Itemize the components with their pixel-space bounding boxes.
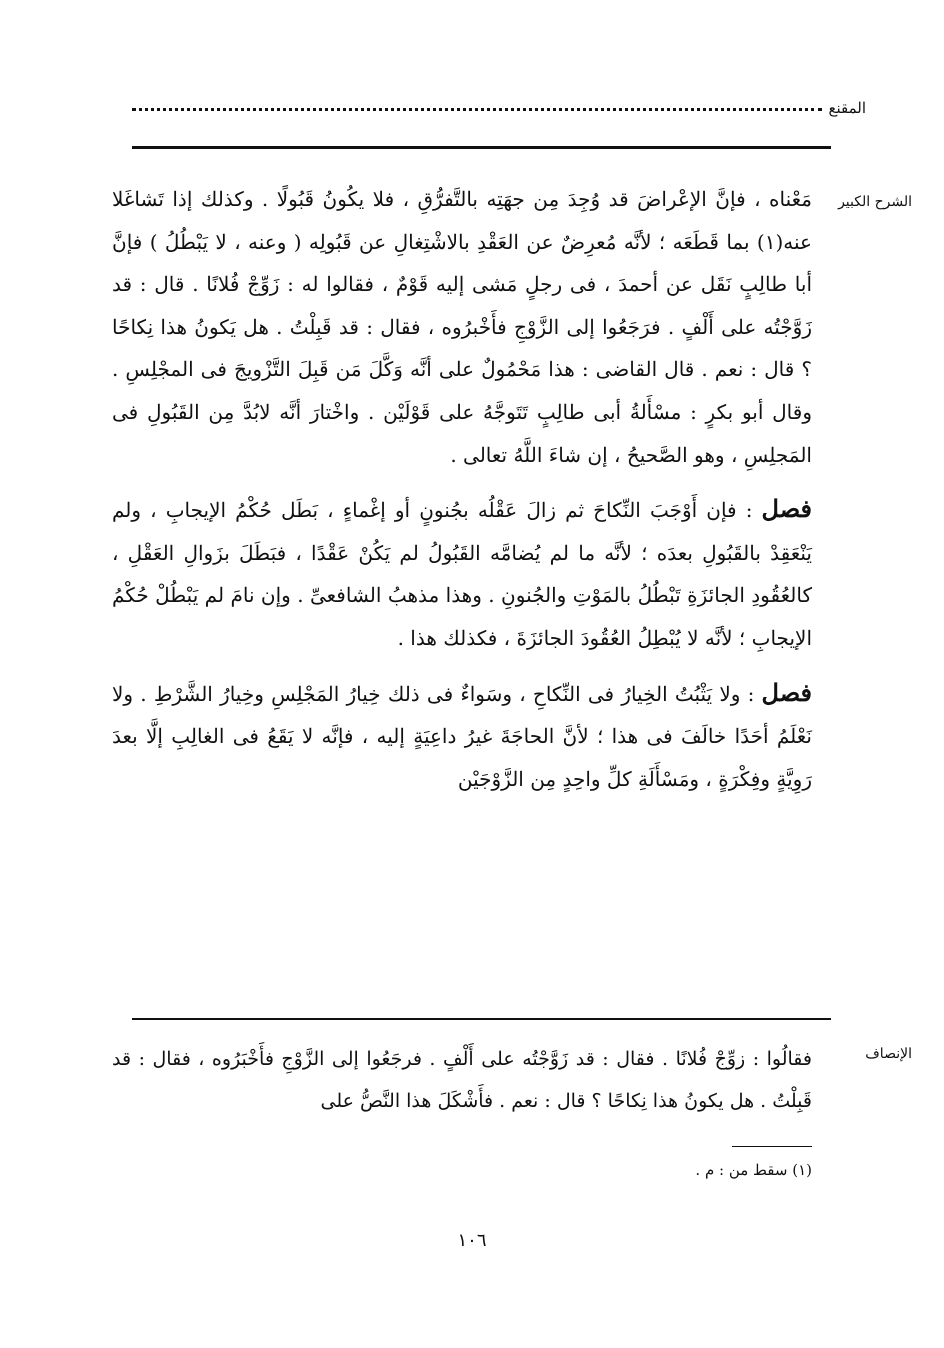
paragraph-fasl-1 [112, 488, 812, 659]
running-header-title: المقنع [828, 99, 866, 117]
page-number: ١٠٦ [457, 1230, 487, 1251]
header-dotted-rule [132, 108, 822, 111]
section-heading-fasl: فصل [761, 494, 812, 524]
paragraph-1: مَعْناه ، فإنَّ الإعْراضَ قد وُجِدَ مِن جهَتِه بالتَّفرُّقِ ، فلا يكُونُ قَبُولًا . وكذلك إذا تَشاغَلا عنه(١) بما قَطَعَه ؛ لأنَّه مُعرِضٌ عن العَقْدِ بالاشْتِغالِ عن قَبُولِه ( وعنه ، لا يَبْطُلُ ) فإنَّ أبا طالِبٍ نَقَل عن أحمدَ ، فى رجلٍ مَشى إليه قَوْمٌ ، فقالوا له : زَوِّجْ فُلانًا . قال : قد زَوَّجْتُه على أَلْفٍ . فرَجَعُوا إلى الزَّوْجِ فأَخْبرُوه ، فقال : قد قَبِلْتُ . هل يَكونُ هذا نِكاحًا ؟ قال : نعم . قال القاضى : هذا مَحْمُولٌ على أنَّه وَكَّلَ مَن قَبِلَ التَّزْويجَ فى المجْلِسِ . وقال أبو بكرٍ : مسْأَلةُ أبى طالِبٍ تَتَوجَّهُ على قَوْلَيْن . واخْتارَ أنَّه لابُدَّ مِن القَبُولِ فى المَجلِسِ ، وهو الصَّحيحُ ، إن شاءَ اللَّهُ تعالى . [112, 187, 812, 467]
main-commentary-text [112, 178, 812, 800]
sidebar-label-insaf: الإنصاف [865, 1046, 912, 1062]
insaf-paragraph: فقالُوا : زوِّجْ فُلانًا . فقال : قد زَوَّجْتُه على أَلْفٍ . فرجَعُوا إلى الزَّوْجِ فأَخْبَرُوه ، فقال : قد قَبِلْتُ . هل يكونُ هذا نِكاحًا ؟ قال : نعم . فأَشْكَلَ هذا النَّصُّ على [112, 1048, 812, 1112]
paragraph-fasl-2 [112, 672, 812, 801]
section-heading-fasl: فصل [761, 677, 812, 707]
paragraph-2: : فإن أَوْجَبَ النِّكاحَ ثم زالَ عَقْلُه بجُنونٍ أو إغْماءٍ ، بَطَل حُكْمُ الإيجابِ ، ولم يَنْعَقِدْ بالقَبُولِ بعدَه ؛ لأنَّه ما لم يُضامَّه القَبُولُ لم يَكُنْ عَقْدًا ، فبَطَلَ بزَوالِ العَقْلِ ، كالعُقُودِ الجائزَةِ تَبْطُلُ بالمَوْتِ والجُنونِ . وهذا مذهبُ الشافعىِّ . وإن نامَ لم يَبْطُلْ حُكْمُ الإيجابِ ؛ لأنَّه لا يُبْطِلُ العُقُودَ الجائزَةَ ، فكذلك هذا . [112, 498, 812, 650]
header-thick-rule [132, 146, 831, 149]
paragraph-3: : ولا يَثْبُتُ الخِيارُ فى النِّكاحِ ، وسَواءٌ فى ذلك خِيارُ المَجْلِسِ وخِيارُ الشَّرْطِ . ولا نَعْلَمُ أحَدًا خالَفَ فى هذا ؛ لأنَّ الحاجَةَ غيرُ داعِيَةٍ إليه ، فإنَّه لا يَقَعُ فى الغالِبِ إلَّا بعدَ رَوِيَّةٍ وفِكْرَةٍ ، ومَسْأَلَةِ كلِّ واحِدٍ مِن الزَّوْجَيْن [112, 681, 812, 791]
section-divider-rule [132, 1018, 831, 1020]
sidebar-label-sharh: الشرح الكبير [838, 194, 912, 210]
insaf-text-block [112, 1038, 812, 1122]
footnote: (١) سقط من : م . [695, 1161, 812, 1179]
footnote-rule [732, 1146, 812, 1147]
